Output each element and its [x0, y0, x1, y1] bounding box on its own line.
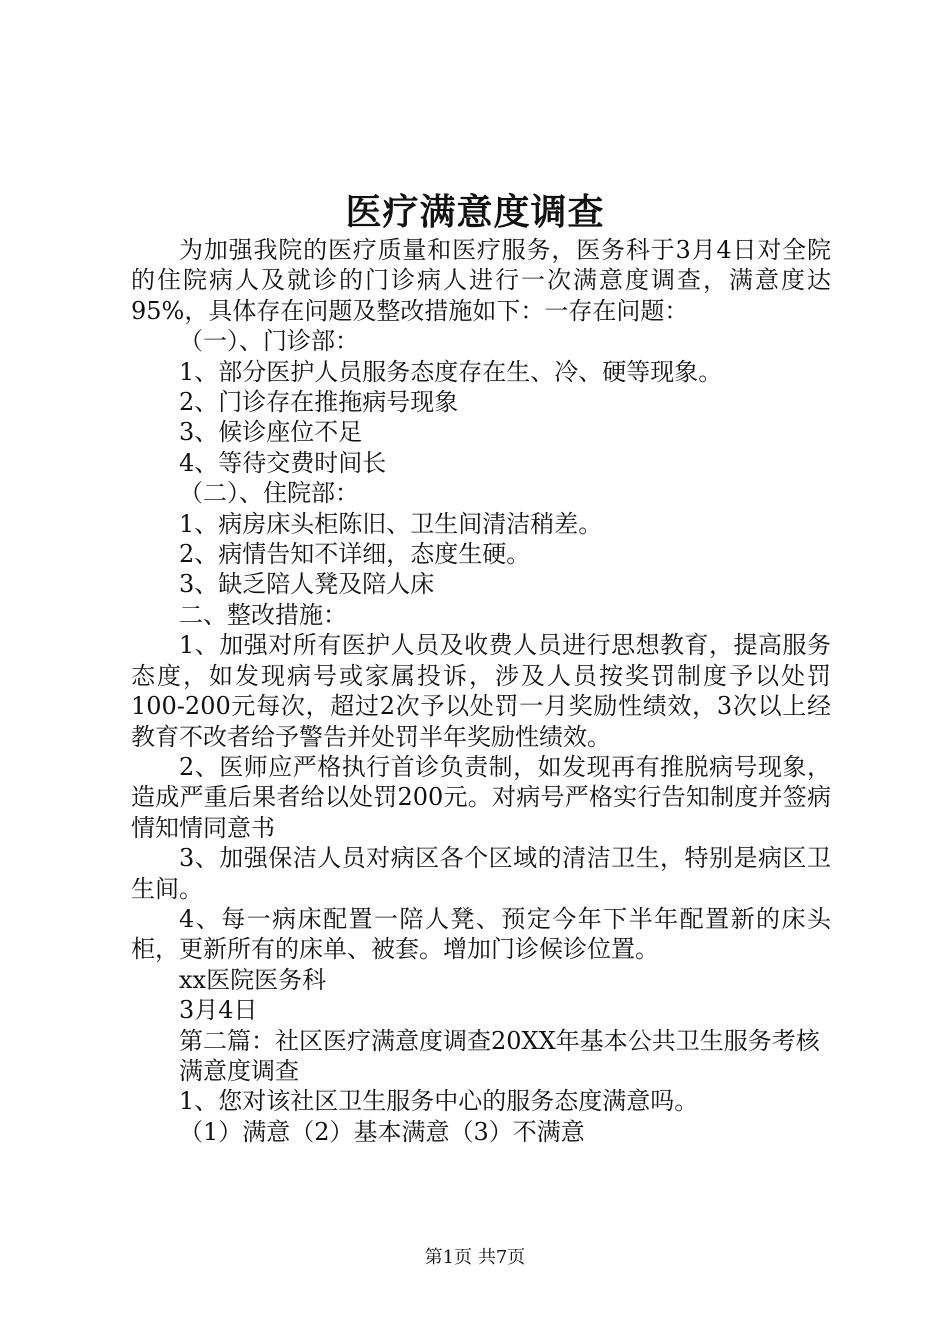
- list-item: 3、候诊座位不足: [179, 418, 363, 447]
- list-item: 1、部分医护人员服务态度存在生、冷、硬等现象。: [179, 357, 723, 386]
- section-heading-outpatient: （一）、门诊部：: [179, 327, 359, 356]
- list-item: 2、门诊存在推拖病号现象: [179, 388, 459, 417]
- intro-paragraph: 为加强我院的医疗质量和医疗服务，医务科于3月4日对全院的住院病人及就诊的门诊病人进行一次满意度调查，满意度达95%，具体存在问题及整改措施如下：一存在问题：: [131, 236, 831, 325]
- document-body: [131, 235, 831, 1147]
- measure-paragraph: 3、加强保洁人员对病区各个区域的清洁卫生，特别是病区卫生间。: [131, 844, 831, 903]
- list-item: 4、等待交费时间长: [179, 448, 387, 477]
- signature-date: 3月4日: [179, 996, 258, 1025]
- document-title: 医疗满意度调查: [345, 191, 605, 233]
- list-item: 2、病情告知不详细，态度生硬。: [179, 540, 531, 569]
- signature-department: xx医院医务科: [179, 965, 327, 994]
- measure-paragraph: 4、每一病床配置一陪人凳、预定今年下半年配置新的床头柜，更新所有的床单、被套。增加门诊候诊位置。: [131, 904, 831, 964]
- section-heading-inpatient: （二）、住院部：: [179, 479, 359, 508]
- survey-options: （1）满意（2）基本满意（3）不满意: [179, 1117, 585, 1146]
- page-number-footer: 第1页 共7页: [424, 1247, 526, 1268]
- second-article-heading: 第二篇：社区医疗满意度调查20XX年基本公共卫生服务考核: [179, 1026, 820, 1055]
- measure-paragraph: 1、加强对所有医护人员及收费人员进行思想教育，提高服务态度，如发现病号或家属投诉，涉及人员按奖罚制度予以处罚100-200元每次，超过2次予以处罚一月奖励性绩效，3次以上经教育不改者给予警告并处罚半年奖励性绩效。: [131, 631, 831, 751]
- list-item: 1、病房床头柜陈旧、卫生间清洁稍差。: [179, 509, 603, 538]
- survey-question: 1、您对该社区卫生服务中心的服务态度满意吗。: [179, 1087, 699, 1116]
- list-item: 3、缺乏陪人凳及陪人床: [179, 570, 435, 599]
- survey-heading: 满意度调查: [179, 1056, 299, 1085]
- measure-paragraph: 2、医师应严格执行首诊负责制，如发现再有推脱病号现象，造成严重后果者给以处罚200元。对病号严格实行告知制度并签病情知情同意书: [131, 752, 831, 842]
- section-heading-measures: 二、整改措施：: [179, 600, 347, 629]
